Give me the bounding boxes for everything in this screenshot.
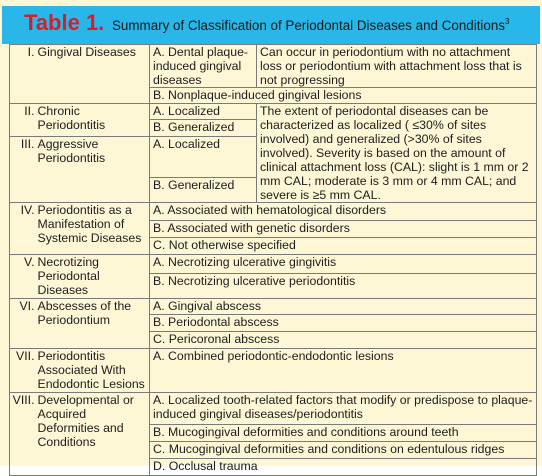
description-cell: Can occur in periodontium with no attachment loss or periodontium with attachment loss that is not progressing [257,45,537,88]
subcategory-cell: C. Pericoronal abscess [150,332,537,349]
table-caption-text: Summary of Classification of Periodontal Diseases and Conditions [112,18,505,33]
table-row [10,299,537,315]
row-number: II. [10,104,37,137]
category-cell: Periodontitis as a Manifestation of Systemic Diseases [37,203,150,255]
table-label: Table 1. [24,10,105,35]
subcategory-cell: A. Combined periodontic-endodontic lesions [150,349,537,393]
subcategory-cell: B. Generalized [150,178,257,203]
classification-table [9,44,537,476]
category-cell: Periodontitis Associated With Endodontic Lesions [37,349,150,393]
category-cell: Chronic Periodontitis [37,104,150,137]
table-row [10,255,537,274]
table-row [10,203,537,221]
row-number: VII. [10,349,37,393]
table-title-bar [2,6,540,44]
subcategory-cell: B. Generalized [150,120,257,137]
subcategory-cell: A. Gingival abscess [150,299,537,315]
subcategory-cell: B. Mucogingival deformities and conditions around teeth [150,425,537,442]
subcategory-cell: B. Nonplaque-induced gingival lesions [150,88,537,104]
subcategory-cell: B. Necrotizing ulcerative periodontitis [150,274,537,299]
table-row [10,393,537,425]
category-cell: Developmental or Acquired Deformities and Conditions [37,393,150,476]
table-caption [112,17,509,33]
subcategory-cell: A. Associated with hematological disorders [150,203,537,221]
subcategory-cell: C. Not otherwise specified [150,238,537,255]
table-row [10,349,537,393]
severity-note-cell: The extent of periodontal diseases can be characterized as localized ( ≤30% of sites involved) and generalized (>30% of sites involved). Severity is based on the amount of clinical attachment loss (CAL): slight is 1 mm or 2 mm CAL; moderate is 3 mm or 4 mm CAL; and severe is ≥5 mm CAL. [257,104,537,203]
subcategory-cell: B. Associated with genetic disorders [150,221,537,238]
category-cell: Abscesses of the Periodontium [37,299,150,349]
table-row [10,104,537,120]
subcategory-cell: A. Localized [150,137,257,178]
subcategory-cell: A. Localized [150,104,257,120]
table-row [10,45,537,88]
subcategory-cell: C. Mucogingival deformities and conditions on edentulous ridges [150,442,537,459]
row-number: IV. [10,203,37,255]
category-cell: Aggressive Periodontitis [37,137,150,203]
row-number: VIII. [10,393,37,476]
subcategory-cell: A. Necrotizing ulcerative gingivitis [150,255,537,274]
subcategory-cell: A. Localized tooth-related factors that modify or predispose to plaque-induced gingival diseases/periodontitis [150,393,537,425]
subcategory-cell: B. Periodontal abscess [150,315,537,332]
category-cell: Necrotizing Periodontal Diseases [37,255,150,299]
reference-superscript: 3 [504,17,510,26]
row-number: I. [10,45,37,104]
subcategory-cell: A. Dental plaque-induced gingival diseases [150,45,257,88]
row-number: VI. [10,299,37,349]
category-cell: Gingival Diseases [37,45,150,104]
row-number: V. [10,255,37,299]
subcategory-cell: D. Occlusal trauma [150,459,537,476]
row-number: III. [10,137,37,203]
